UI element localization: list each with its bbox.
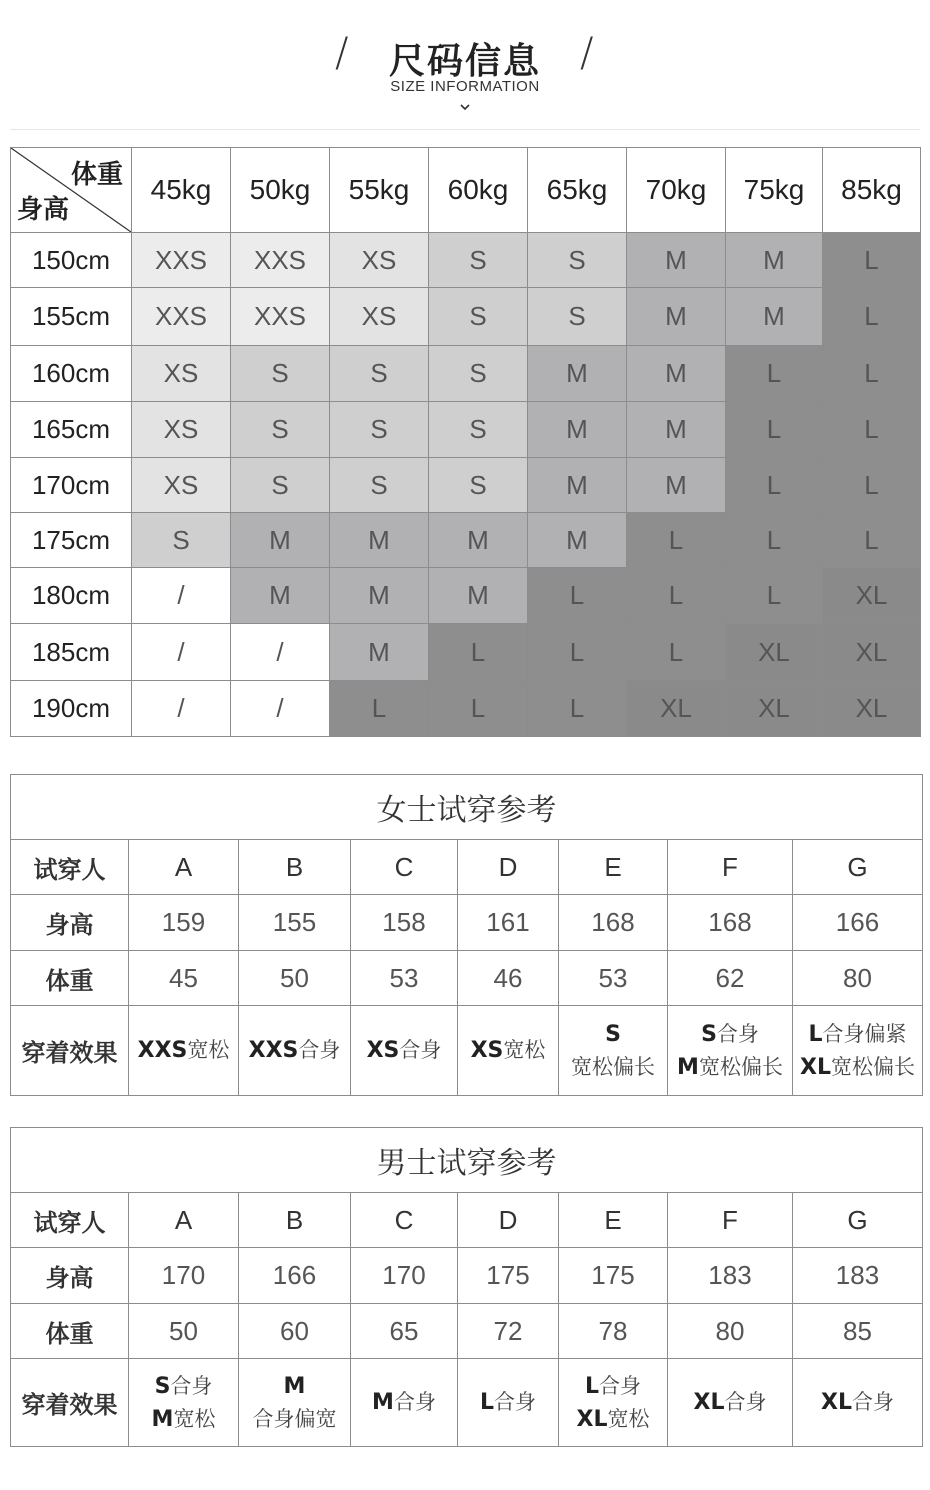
fit-line — [129, 1370, 238, 1403]
fit-line — [559, 1018, 667, 1051]
fit-desc: 合身 — [851, 1390, 894, 1414]
size-cell: M — [330, 513, 429, 568]
fit-cell — [559, 1006, 668, 1096]
men-weight-row — [11, 1304, 923, 1359]
fit-cell — [668, 1006, 793, 1096]
fit-desc: 合身偏宽 — [252, 1407, 337, 1431]
weight-cell: 62 — [668, 951, 793, 1006]
size-cell: M — [330, 568, 429, 624]
person-id-cell: B — [239, 840, 351, 895]
page-header — [0, 0, 930, 130]
fit-size: XS — [470, 1038, 504, 1063]
fit-desc: 合身 — [298, 1038, 341, 1062]
fit-desc: 合身偏紧 — [822, 1021, 907, 1046]
height-header-cell: 180cm — [11, 568, 132, 624]
weight-cell: 72 — [458, 1304, 559, 1359]
fit-line — [559, 1051, 667, 1083]
size-cell: M — [231, 513, 330, 568]
weight-header-cell: 55kg — [330, 148, 429, 233]
fit-cell — [458, 1006, 559, 1096]
size-cell: L — [726, 513, 823, 568]
person-id-cell: G — [793, 840, 923, 895]
weight-cell: 80 — [668, 1304, 793, 1359]
size-chart-row — [11, 568, 921, 624]
weight-cell: 80 — [793, 951, 923, 1006]
fit-desc: 宽松偏长 — [698, 1054, 783, 1079]
size-cell: XXS — [231, 288, 330, 346]
fit-line — [793, 1051, 922, 1084]
size-cell: M — [528, 458, 627, 513]
size-chart-corner-cell — [11, 148, 132, 233]
height-cell: 159 — [129, 895, 239, 951]
page-subtitle: SIZE INFORMATION — [390, 78, 540, 95]
fit-size: S — [154, 1373, 171, 1399]
person-id-cell: A — [129, 1193, 239, 1248]
size-cell: L — [429, 624, 528, 681]
size-cell: M — [627, 233, 726, 288]
size-cell: S — [429, 458, 528, 513]
size-cell: XL — [823, 568, 921, 624]
header-divider — [10, 129, 920, 130]
size-cell: XL — [823, 624, 921, 681]
weight-header-cell: 50kg — [231, 148, 330, 233]
corner-weight-label: 体重 — [70, 160, 123, 190]
weight-cell: 45 — [129, 951, 239, 1006]
fit-desc: 合身 — [393, 1390, 436, 1414]
fit-cell — [239, 1359, 351, 1447]
fit-desc: 合身 — [724, 1390, 767, 1414]
size-cell: L — [726, 402, 823, 458]
fit-line — [559, 1403, 667, 1436]
weight-cell: 50 — [239, 951, 351, 1006]
fit-cell — [351, 1006, 458, 1096]
women-title-row — [11, 775, 923, 840]
size-cell: XXS — [132, 233, 231, 288]
fit-size: XS — [366, 1038, 400, 1063]
weight-row-label: 体重 — [11, 951, 129, 1006]
fit-size: XL — [693, 1390, 725, 1415]
weight-cell: 85 — [793, 1304, 923, 1359]
fit-size: L — [808, 1021, 823, 1047]
height-cell: 161 — [458, 895, 559, 951]
person-id-cell: D — [458, 840, 559, 895]
size-cell: L — [823, 233, 921, 288]
size-cell: L — [627, 513, 726, 568]
header-slash-right: / — [580, 30, 594, 76]
person-id-cell: C — [351, 840, 458, 895]
size-cell: S — [528, 233, 627, 288]
header-slash-left: / — [335, 30, 349, 76]
men-table-title: 男士试穿参考 — [11, 1128, 923, 1193]
size-cell: M — [627, 402, 726, 458]
men-fit-row — [11, 1359, 923, 1447]
size-cell: M — [330, 624, 429, 681]
size-cell: M — [528, 402, 627, 458]
fit-line — [793, 1018, 922, 1051]
size-cell: L — [528, 568, 627, 624]
fit-size: M — [283, 1374, 306, 1399]
page-title: 尺码信息 — [388, 41, 541, 82]
size-cell: L — [627, 568, 726, 624]
size-cell: L — [429, 681, 528, 737]
size-cell: L — [823, 513, 921, 568]
size-cell: / — [132, 624, 231, 681]
weight-cell: 46 — [458, 951, 559, 1006]
fit-cell — [668, 1359, 793, 1447]
size-chart-row — [11, 288, 921, 346]
person-id-cell: E — [559, 840, 668, 895]
size-cell: S — [330, 458, 429, 513]
weight-header-cell: 60kg — [429, 148, 528, 233]
fit-size: L — [479, 1390, 495, 1415]
size-cell: M — [231, 568, 330, 624]
size-chart-table — [10, 147, 921, 737]
fit-line — [351, 1034, 457, 1067]
fit-desc: 宽松 — [173, 1406, 216, 1431]
size-cell: S — [132, 513, 231, 568]
size-cell: XL — [627, 681, 726, 737]
height-row-label: 身高 — [11, 1248, 129, 1304]
men-person-row — [11, 1193, 923, 1248]
size-cell: L — [330, 681, 429, 737]
height-cell: 170 — [351, 1248, 458, 1304]
size-cell: S — [429, 288, 528, 346]
size-cell: / — [231, 681, 330, 737]
size-cell: M — [726, 233, 823, 288]
size-cell: XS — [132, 402, 231, 458]
fit-cell — [559, 1359, 668, 1447]
weight-header-cell: 70kg — [627, 148, 726, 233]
fit-line — [668, 1386, 792, 1419]
size-cell: L — [627, 624, 726, 681]
weight-row-label: 体重 — [11, 1304, 129, 1359]
size-cell: XXS — [231, 233, 330, 288]
size-chart-row — [11, 624, 921, 681]
size-cell: / — [132, 568, 231, 624]
height-cell: 166 — [793, 895, 923, 951]
height-header-cell: 160cm — [11, 346, 132, 402]
size-cell: S — [429, 346, 528, 402]
size-cell: L — [528, 624, 627, 681]
size-cell: M — [627, 458, 726, 513]
size-chart-row — [11, 458, 921, 513]
fit-size: S — [605, 1022, 621, 1047]
fit-size: L — [584, 1373, 600, 1399]
size-cell: XS — [330, 288, 429, 346]
fit-desc: 宽松 — [187, 1038, 230, 1062]
size-cell: XXS — [132, 288, 231, 346]
fit-desc: 合身 — [599, 1373, 642, 1398]
fit-desc: 宽松偏长 — [571, 1055, 655, 1079]
height-cell: 155 — [239, 895, 351, 951]
person-row-label: 试穿人 — [11, 840, 129, 895]
size-cell: S — [231, 458, 330, 513]
height-cell: 168 — [559, 895, 668, 951]
fit-size: XL — [576, 1406, 608, 1432]
height-cell: 183 — [668, 1248, 793, 1304]
fit-size: XXS — [248, 1038, 299, 1063]
size-cell: S — [231, 346, 330, 402]
fit-row-label: 穿着效果 — [11, 1359, 129, 1447]
size-cell: S — [429, 233, 528, 288]
weight-cell: 50 — [129, 1304, 239, 1359]
fit-line — [351, 1386, 457, 1419]
size-cell: XS — [330, 233, 429, 288]
fit-line — [129, 1403, 238, 1436]
size-cell: XS — [132, 458, 231, 513]
height-header-cell: 190cm — [11, 681, 132, 737]
weight-cell: 53 — [351, 951, 458, 1006]
women-height-row — [11, 895, 923, 951]
person-row-label: 试穿人 — [11, 1193, 129, 1248]
fit-line — [239, 1403, 350, 1435]
men-title-row — [11, 1128, 923, 1193]
height-header-cell: 165cm — [11, 402, 132, 458]
person-id-cell: A — [129, 840, 239, 895]
person-id-cell: G — [793, 1193, 923, 1248]
fit-line — [458, 1386, 558, 1419]
size-cell: XL — [823, 681, 921, 737]
fit-line — [668, 1051, 792, 1084]
size-chart-row — [11, 681, 921, 737]
women-person-row — [11, 840, 923, 895]
size-chart-row — [11, 346, 921, 402]
fit-desc: 合身 — [716, 1021, 759, 1046]
size-cell: S — [528, 288, 627, 346]
fit-cell — [129, 1359, 239, 1447]
size-chart-row — [11, 402, 921, 458]
men-height-row — [11, 1248, 923, 1304]
fit-cell — [239, 1006, 351, 1096]
size-cell: M — [429, 568, 528, 624]
height-cell: 175 — [559, 1248, 668, 1304]
fit-cell — [793, 1006, 923, 1096]
height-header-cell: 175cm — [11, 513, 132, 568]
fit-line — [239, 1034, 350, 1067]
size-cell: XL — [726, 681, 823, 737]
fit-size: M — [151, 1406, 174, 1432]
height-cell: 168 — [668, 895, 793, 951]
size-cell: S — [231, 402, 330, 458]
men-fitting-table — [10, 1127, 923, 1447]
weight-cell: 60 — [239, 1304, 351, 1359]
height-cell: 170 — [129, 1248, 239, 1304]
size-cell: L — [726, 458, 823, 513]
women-fit-row — [11, 1006, 923, 1096]
size-cell: / — [132, 681, 231, 737]
fit-size: XXS — [137, 1038, 188, 1063]
fit-desc: 合身 — [399, 1038, 442, 1062]
fit-line — [559, 1370, 667, 1403]
height-cell: 158 — [351, 895, 458, 951]
fit-desc: 宽松 — [607, 1406, 650, 1431]
fit-cell — [458, 1359, 559, 1447]
size-cell: M — [726, 288, 823, 346]
fit-cell — [793, 1359, 923, 1447]
size-cell: M — [528, 346, 627, 402]
fit-size: M — [677, 1054, 699, 1080]
women-fitting-table — [10, 774, 923, 1096]
height-cell: 175 — [458, 1248, 559, 1304]
size-chart-row — [11, 513, 921, 568]
fit-cell — [129, 1006, 239, 1096]
size-cell: S — [330, 346, 429, 402]
size-cell: M — [528, 513, 627, 568]
weight-header-cell: 85kg — [823, 148, 921, 233]
chevron-down-icon — [458, 100, 472, 114]
size-cell: / — [231, 624, 330, 681]
weight-cell: 65 — [351, 1304, 458, 1359]
size-chart-header-row — [11, 148, 921, 233]
size-cell: M — [627, 288, 726, 346]
height-header-cell: 170cm — [11, 458, 132, 513]
fit-desc: 合身 — [170, 1373, 213, 1398]
weight-cell: 53 — [559, 951, 668, 1006]
fit-line — [129, 1034, 238, 1067]
height-header-cell: 150cm — [11, 233, 132, 288]
height-cell: 166 — [239, 1248, 351, 1304]
size-cell: S — [330, 402, 429, 458]
fit-size: XL — [800, 1054, 831, 1080]
height-cell: 183 — [793, 1248, 923, 1304]
size-cell: L — [823, 346, 921, 402]
size-cell: XL — [726, 624, 823, 681]
size-cell: M — [627, 346, 726, 402]
fit-desc: 合身 — [494, 1390, 537, 1414]
person-id-cell: E — [559, 1193, 668, 1248]
size-cell: L — [528, 681, 627, 737]
fit-row-label: 穿着效果 — [11, 1006, 129, 1096]
size-cell: XS — [132, 346, 231, 402]
person-id-cell: C — [351, 1193, 458, 1248]
size-cell: L — [823, 458, 921, 513]
fit-desc: 宽松偏长 — [830, 1054, 915, 1079]
height-header-cell: 155cm — [11, 288, 132, 346]
fit-cell — [351, 1359, 458, 1447]
size-cell: L — [726, 568, 823, 624]
corner-height-label: 身高 — [17, 195, 70, 225]
fit-line — [793, 1386, 922, 1419]
fit-size: S — [701, 1021, 717, 1047]
size-cell: M — [429, 513, 528, 568]
size-cell: L — [823, 288, 921, 346]
height-header-cell: 185cm — [11, 624, 132, 681]
weight-cell: 78 — [559, 1304, 668, 1359]
women-table-title: 女士试穿参考 — [11, 775, 923, 840]
person-id-cell: F — [668, 840, 793, 895]
size-cell: L — [726, 346, 823, 402]
height-row-label: 身高 — [11, 895, 129, 951]
size-cell: L — [823, 402, 921, 458]
fit-line — [239, 1370, 350, 1403]
women-weight-row — [11, 951, 923, 1006]
person-id-cell: F — [668, 1193, 793, 1248]
weight-header-cell: 65kg — [528, 148, 627, 233]
fit-size: M — [372, 1390, 394, 1415]
size-chart-row — [11, 233, 921, 288]
fit-desc: 宽松 — [503, 1038, 546, 1062]
size-cell: S — [429, 402, 528, 458]
weight-header-cell: 45kg — [132, 148, 231, 233]
fit-line — [458, 1034, 558, 1067]
person-id-cell: B — [239, 1193, 351, 1248]
fit-line — [668, 1018, 792, 1051]
person-id-cell: D — [458, 1193, 559, 1248]
fit-size: XL — [821, 1390, 852, 1415]
weight-header-cell: 75kg — [726, 148, 823, 233]
